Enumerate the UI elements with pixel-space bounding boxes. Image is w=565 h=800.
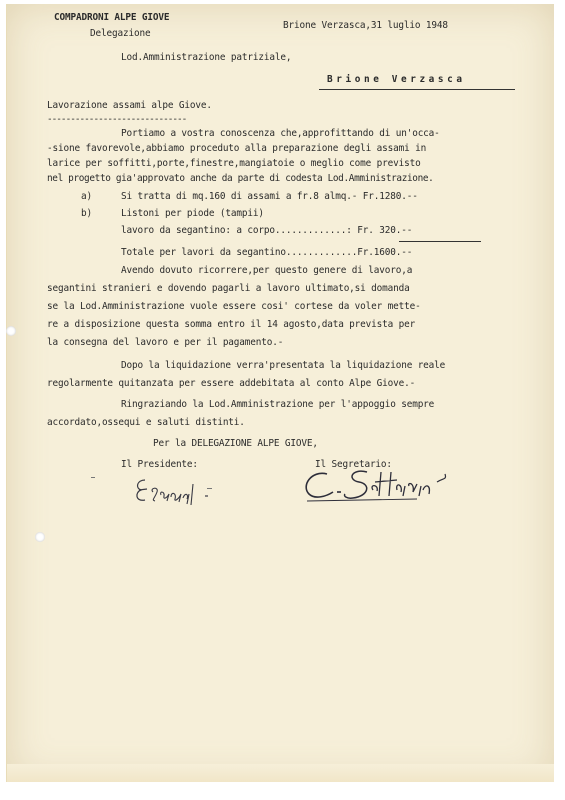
item-text: Listoni per piode (tampii) (121, 208, 264, 219)
body-line: segantini stranieri e dovendo pagarli a lavoro ultimato,si domanda (47, 283, 410, 294)
place-date: Brione Verzasca,31 luglio 1948 (283, 20, 448, 31)
secretary-signature (297, 464, 477, 504)
subject-underline: ------------------------------ (47, 114, 187, 125)
secretary-label: Il Segretario: (315, 459, 392, 470)
punch-hole (6, 326, 16, 336)
letterhead-org: COMPADRONI ALPE GIOVE (54, 12, 170, 23)
body-line: re a disposizione questa somma entro il 14 agosto,data prevista per (47, 319, 416, 330)
body-line: larice per soffitti,porte,finestre,mangiatoie o meglio come previsto (47, 158, 421, 169)
addressee-underline (319, 89, 515, 90)
president-label: Il Presidente: (121, 459, 198, 470)
letter-sheet (6, 4, 554, 782)
body-line: Ringraziando la Lod.Amministrazione per l'appoggio sempre (121, 399, 435, 410)
body-line: Avendo dovuto ricorrere,per questo genere di lavoro,a (121, 265, 413, 276)
body-line: accordato,ossequi e saluti distinti. (47, 417, 245, 428)
item-text: lavoro da segantino: a corpo.............: Fr. 320.-- (121, 225, 413, 236)
addressee-line2: Brione Verzasca (327, 74, 466, 85)
item-text: Si tratta di mq.160 di assami a fr.8 almq.- Fr.1280.-- (121, 191, 418, 202)
body-line: se la Lod.Amministrazione vuole essere cosi' cortese da voler mette- (47, 301, 421, 312)
body-line: nel progetto gia'approvato anche da parte di codesta Lod.Amministrazione. (47, 173, 434, 184)
item-label: b) (81, 208, 92, 219)
stray-mark (91, 477, 95, 478)
subject-title: Lavorazione assami alpe Giove. (47, 100, 212, 111)
closing-for-line: Per la DELEGAZIONE ALPE GIOVE, (153, 438, 318, 449)
addressee-line1: Lod.Amministrazione patriziale, (121, 52, 292, 63)
punch-hole (35, 532, 45, 542)
stray-mark (207, 488, 212, 489)
body-line: Portiamo a vostra conoscenza che,approfittando di un'occa- (121, 128, 440, 139)
sum-rule (399, 241, 481, 242)
body-line: regolarmente quitanzata per essere addebitata al conto Alpe Giove.- (47, 378, 416, 389)
body-line: Dopo la liquidazione verra'presentata la liquidazione reale (121, 360, 446, 371)
letterhead-dept: Delegazione (90, 28, 151, 39)
total-line: Totale per lavori da segantino.............Fr.1600.-- (121, 247, 413, 258)
body-line: la consegna del lavoro e per il pagamento.- (47, 337, 284, 348)
body-line: -sione favorevole,abbiamo proceduto alla preparazione degli assami in (47, 143, 427, 154)
president-signature (131, 474, 221, 506)
item-label: a) (81, 191, 92, 202)
